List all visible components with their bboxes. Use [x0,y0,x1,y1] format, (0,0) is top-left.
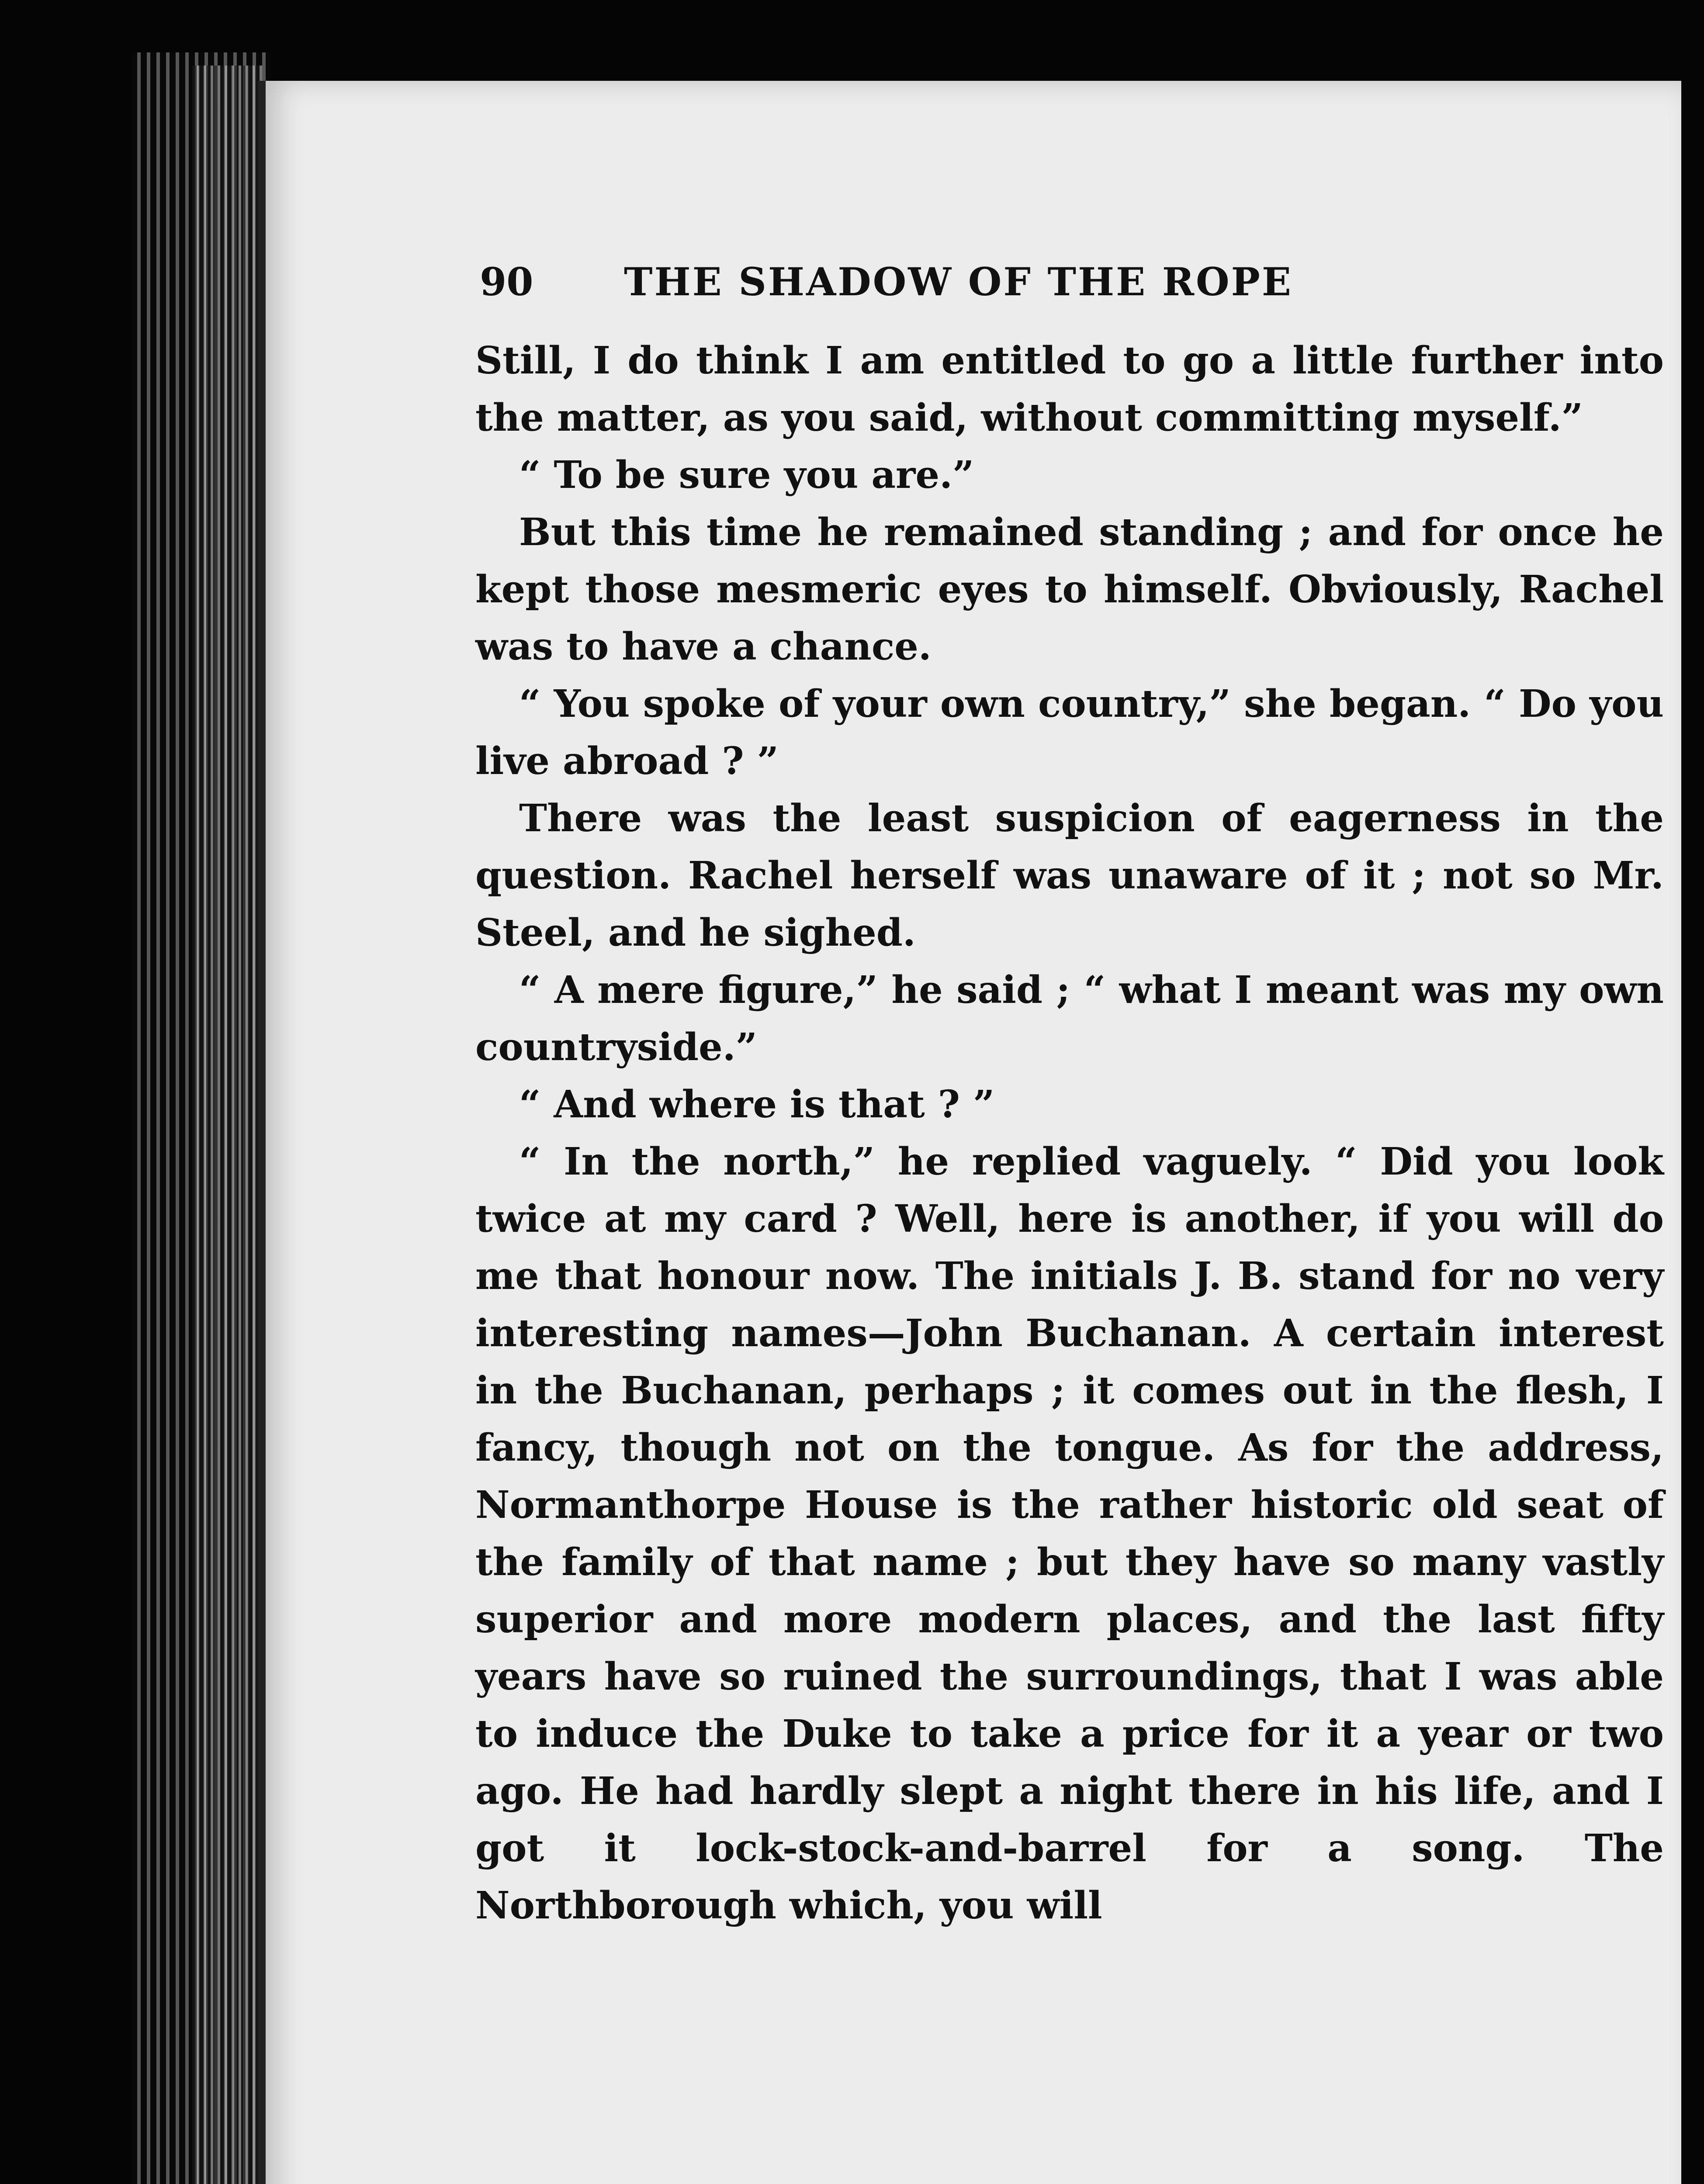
paragraph: “ To be sure you are.” [519,453,974,497]
book-page-edges-inner [192,66,262,2184]
paragraph: But this time he remained standing ; and for once he kept those mesmeric eyes to himself. Obviously, Rachel was to have a chance. [475,510,1664,669]
book-page [258,81,1681,2184]
paragraph: “ You spoke of your own country,” she began. “ Do you live abroad ? ” [475,682,1664,783]
running-head [480,249,1659,314]
paragraph: Still, I do think I am entitled to go a little further into the matter, as you said, without committing myself.” [475,339,1664,440]
paragraph: “ In the north,” he replied vaguely. “ Did you look twice at my card ? Well, here is another, if you will do me that honour now. The initials J. B. stand for no very interesting names—John Buchanan. A certain interest in the Buchanan, perhaps ; it comes out in the flesh, I fancy, though not on the tongue. As for the address, Normanthorpe House is the rather historic old seat of the family of that name ; but they have so many vastly superior and more modern places, and the last fifty years have so ruined the surroundings, that I was able to induce the Duke to take a price for it a year or two ago. He had hardly slept a night there in his life, and I got it lock-stock-and-barrel for a song. The Northborough which, you will [475,1140,1664,1928]
page-number: 90 [480,259,533,304]
paragraph: There was the least suspicion of eagerness in the question. Rachel herself was unaware of it ; not so Mr. Steel, and he sighed. [475,796,1664,955]
book-title: THE SHADOW OF THE ROPE [624,259,1293,304]
paragraph: “ A mere figure,” he said ; “ what I meant was my own countryside.” [475,968,1664,1069]
body-text [475,332,1664,1934]
paragraph: “ And where is that ? ” [519,1082,995,1127]
